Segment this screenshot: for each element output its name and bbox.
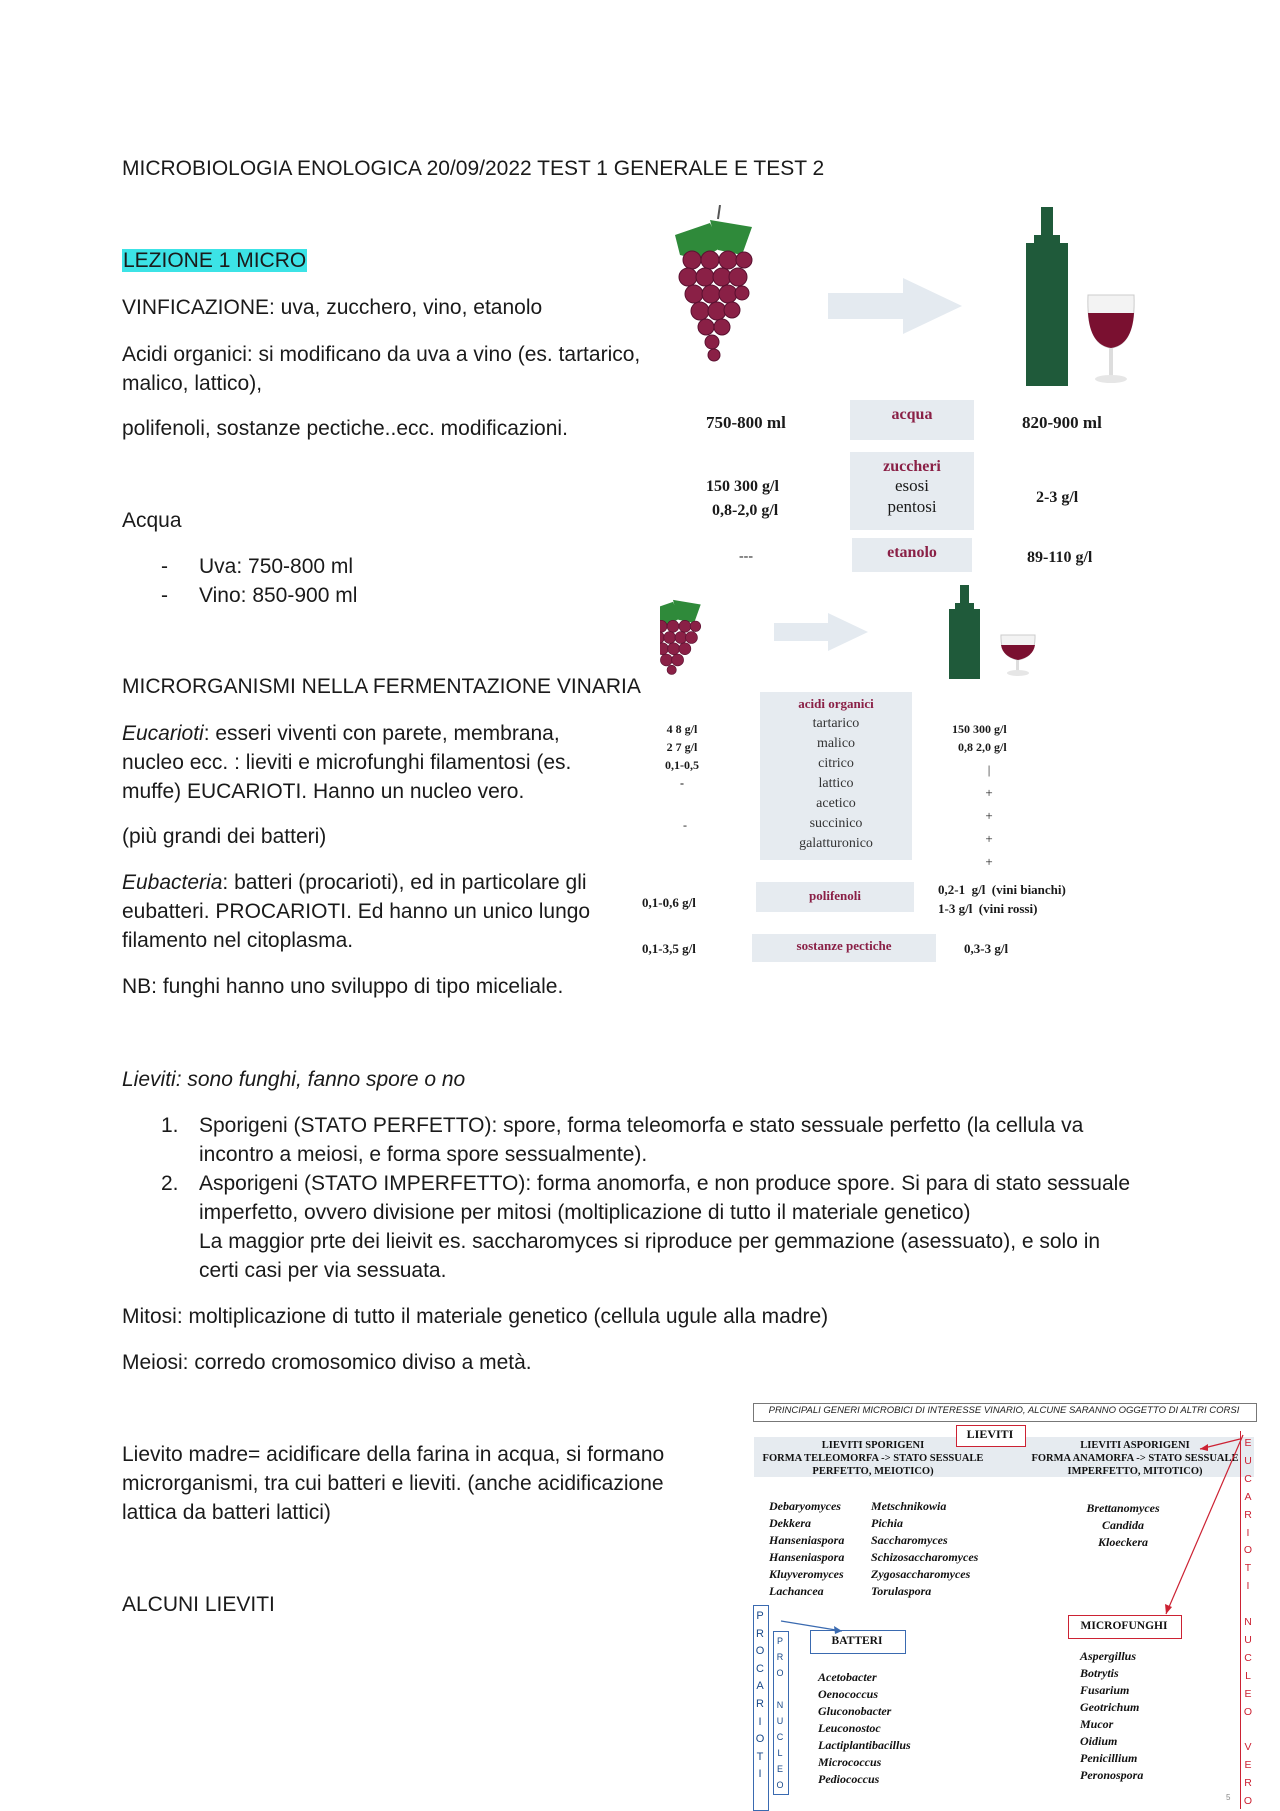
nb-line: NB: funghi hanno uno sviluppo di tipo miceliale. [122, 975, 564, 998]
acid-grape-value: 4 8 g/l [666, 722, 698, 736]
genus: Gluconobacter [818, 1704, 892, 1718]
acid-grape-value: 2 7 g/l [666, 740, 698, 754]
genus: Kluyveromyces [769, 1567, 844, 1581]
list-number-1: 1. [161, 1114, 179, 1137]
sporigeni-form: FORMA TELEOMORFA -> STATO SESSUALE [762, 1453, 984, 1464]
letter: R [1244, 1508, 1252, 1521]
genus: Hanseniaspora [769, 1533, 845, 1547]
acid-name: malico [816, 736, 856, 751]
document-title: MICROBIOLOGIA ENOLOGICA 20/09/2022 TEST 1 GENERALE E TEST 2 [122, 157, 825, 180]
asporigeni-form: FORMA ANAMORFA -> STATO SESSUALE [1031, 1453, 1239, 1464]
acid-wine-mark: + [985, 808, 993, 823]
letter: C [1244, 1651, 1252, 1664]
genus: Fusarium [1080, 1683, 1130, 1697]
letter: C [756, 1662, 764, 1675]
letter: N [776, 1700, 784, 1710]
mitosis-line: Mitosi: moltiplicazione di tutto il materiale genetico (cellula ugule alla madre) [122, 1305, 829, 1328]
letter: I [758, 1715, 762, 1728]
eubacteria-line-2: eubatteri. PROCARIOTI. Ed hanno un unico lungo [122, 900, 591, 923]
eubacteria-line-1 [122, 868, 587, 897]
genus: Penicillium [1080, 1751, 1138, 1765]
letter: E [1244, 1437, 1252, 1449]
grape-wine-illustration [660, 205, 1140, 685]
letter: C [1244, 1472, 1252, 1485]
figure-connectors [748, 1403, 1258, 1811]
asporigeni-title: LIEVITI ASPORIGENI [1080, 1440, 1190, 1451]
acid-wine-mark: | [987, 762, 991, 777]
list-item-2-line-1: Asporigeni (STATO IMPERFETTO): forma anomorfa, e non produce spore. Si para di stato sessuale [199, 1172, 1131, 1195]
arrow-small-icon [774, 613, 868, 651]
genus: Lachancea [769, 1584, 824, 1598]
genus: Micrococcus [818, 1755, 882, 1769]
wine-glass-small-icon [1001, 635, 1035, 676]
acid-grape-value: - [680, 776, 684, 790]
acid-wine-mark: + [985, 854, 993, 869]
genus: Zygosaccharomyces [871, 1567, 971, 1581]
connector-line [1166, 1435, 1243, 1614]
ethanol-label: etanolo [887, 544, 937, 561]
sugars-grape-value-1: 150 300 g/l [706, 478, 779, 495]
wine-bottle-small-icon [949, 585, 980, 679]
polyphenols-red-wine: 1-3 g/l (vini rossi) [938, 901, 1038, 916]
grape-bunch-icon [675, 205, 752, 361]
acid-grape-value: - [683, 818, 687, 832]
letter: P [756, 1610, 764, 1622]
polyphenols-line: polifenoli, sostanze pectiche..ecc. modificazioni. [122, 417, 568, 440]
genus: Acetobacter [818, 1670, 877, 1684]
letter: I [1246, 1526, 1250, 1539]
genus: Debaryomyces [769, 1499, 841, 1513]
some-yeasts-heading: ALCUNI LIEVITI [122, 1593, 275, 1616]
microfunghi-label: MICROFUNGHI [1080, 1620, 1168, 1632]
figure-page-number: 5 [1226, 1793, 1231, 1802]
acids-line-2: malico, lattico), [122, 372, 263, 395]
letter: L [777, 1748, 783, 1758]
eukaryotes-term: Eucarioti [122, 722, 204, 745]
eukaryotes-text: : esseri viventi con parete, membrana, [203, 722, 560, 745]
genus: Pediococcus [818, 1772, 880, 1786]
sugars-label: zuccheri [883, 458, 941, 475]
letter: T [1244, 1562, 1252, 1575]
letter: A [1244, 1490, 1252, 1503]
letter: O [1243, 1795, 1253, 1808]
acid-name: acetico [816, 796, 856, 811]
genus: Peronospora [1080, 1768, 1144, 1782]
acid-wine-mark: + [985, 785, 993, 800]
genus: Oenococcus [818, 1687, 878, 1701]
letter: T [756, 1750, 764, 1763]
letter: C [776, 1732, 784, 1742]
ethanol-grape-value: --- [739, 549, 753, 564]
bullet-dash: - [161, 584, 168, 607]
sugars-grape-value-2: 0,8-2,0 g/l [712, 502, 779, 519]
water-item-grape: Uva: 750-800 ml [199, 555, 354, 578]
genus: Leuconostoc [818, 1721, 881, 1735]
eukaryotes-line-3: muffe) EUCARIOTI. Hanno un nucleo vero. [122, 780, 525, 803]
list-item-2-line-3: La maggior prte dei lieivit es. saccharomyces si riproduce per gemmazione (asessuato), e solo in [199, 1230, 1101, 1253]
letter: E [1244, 1687, 1252, 1700]
acids-grape-values [656, 720, 708, 792]
connector-line [781, 1621, 842, 1631]
pectins-wine-value: 0,3-3 g/l [964, 941, 1009, 956]
acids-label: acidi organici [798, 696, 874, 711]
batteri-label: BATTERI [831, 1635, 883, 1647]
sporigeni-state: PERFETTO, MEIOTICO) [812, 1466, 934, 1477]
ethanol-wine-value: 89-110 g/l [1027, 549, 1093, 566]
bigger-than-bacteria: (più grandi dei batteri) [122, 825, 327, 848]
letter: P [776, 1636, 783, 1646]
eubacteria-line-3: filamento nel citoplasma. [122, 929, 354, 952]
sourdough-line-2: microrganismi, tra cui batteri e lieviti. (anche acidificazione [122, 1472, 664, 1495]
genus: Metschnikowia [871, 1499, 947, 1513]
sourdough-line-3: lattica da batteri lattici) [122, 1501, 331, 1524]
letter: R [756, 1697, 764, 1710]
water-heading: Acqua [122, 509, 182, 532]
water-wine-value: 820-900 ml [1022, 413, 1102, 432]
yeasts-heading: Lieviti: sono funghi, fanno spore o no [122, 1068, 466, 1091]
eukaryotes-line-2: nucleo ecc. : lieviti e microfunghi filamentosi (es. [122, 751, 572, 774]
letter: O [776, 1668, 784, 1678]
letter: R [1244, 1777, 1252, 1790]
wine-glass-icon [1088, 295, 1134, 383]
acid-name: tartarico [812, 716, 860, 731]
water-item-wine: Vino: 850-900 ml [199, 584, 358, 607]
letter: E [776, 1764, 783, 1774]
list-item-2-line-2: imperfetto, ovvero divisione per mitosi (moltiplicazione di tutto il materiale genetico) [199, 1201, 971, 1224]
letter: O [755, 1645, 765, 1658]
letter: O [1243, 1705, 1253, 1718]
acid-name: galatturonico [799, 836, 873, 851]
letter: U [1244, 1454, 1252, 1467]
acid-wine-value: 0,8 2,0 g/l [958, 740, 1007, 754]
bullet-dash: - [161, 555, 168, 578]
letter: R [756, 1627, 764, 1640]
genus: Hanseniaspora [769, 1550, 845, 1564]
arrow-head-icon [1165, 1604, 1172, 1614]
letter: V [1244, 1741, 1252, 1754]
sugars-hexoses: esosi [895, 476, 929, 495]
genus: Botrytis [1080, 1666, 1119, 1680]
meiosis-line: Meiosi: corredo cromosomico diviso a metà. [122, 1351, 532, 1374]
eukaryotes-line-1 [122, 719, 560, 748]
letter: E [1244, 1759, 1252, 1772]
sugars-pentoses: pentosi [887, 497, 937, 516]
acids-line-1: Acidi organici: si modificano da uva a vino (es. tartarico, [122, 343, 641, 366]
eubacteria-text: : batteri (procarioti), ed in particolare gli [222, 871, 587, 894]
genus: Geotrichum [1080, 1700, 1140, 1714]
genus: Kloeckera [1098, 1535, 1148, 1549]
arrow-head-icon [1200, 1444, 1208, 1451]
letter: I [1246, 1580, 1250, 1593]
grape-bunch-small-icon [660, 600, 701, 675]
lesson-highlight: LEZIONE 1 MICRO [123, 249, 307, 272]
letter: N [1244, 1616, 1252, 1629]
list-item-1-line-1: Sporigeni (STATO PERFETTO): spore, forma teleomorfa e stato sessuale perfetto (la cellula va [199, 1114, 1084, 1137]
genus: Oidium [1080, 1734, 1118, 1748]
microorganisms-heading: MICRORGANISMI NELLA FERMENTAZIONE VINARIA [122, 675, 641, 698]
letter: O [776, 1780, 784, 1790]
letter: U [1244, 1633, 1252, 1646]
wine-bottle-icon [1026, 207, 1068, 386]
lieviti-label: LIEVITI [966, 1427, 1014, 1441]
list-item-1-line-2: incontro a meiosi, e forma spore sessualmente). [199, 1143, 648, 1166]
acid-grape-value: 0,1-0,5 [665, 758, 699, 772]
arrow-icon [828, 278, 962, 334]
genus: Schizosaccharomyces [871, 1550, 979, 1564]
polyphenols-label: polifenoli [808, 888, 861, 903]
eubacteria-term: Eubacteria [122, 871, 223, 894]
acids-wine-marks [982, 758, 996, 873]
sporigeni-title: LIEVITI SPORIGENI [821, 1440, 925, 1451]
acid-name: succinico [809, 816, 863, 831]
acid-name: citrico [818, 756, 854, 771]
acid-wine-mark: + [985, 831, 993, 846]
letter: O [1243, 1544, 1253, 1557]
pectins-label: sostanze pectiche [796, 938, 892, 953]
genus: Candida [1101, 1518, 1144, 1532]
genus: Dekkera [769, 1516, 811, 1530]
acid-name: lattico [818, 776, 854, 791]
list-item-2-line-4: certi casi per via sessuata. [199, 1259, 447, 1282]
letter: R [776, 1652, 784, 1662]
sugars-wine-value: 2-3 g/l [1036, 489, 1079, 506]
acid-wine-value: 150 300 g/l [952, 722, 1007, 736]
water-label: acqua [891, 406, 933, 423]
acids-list [762, 714, 910, 854]
vinification-line: VINFICAZIONE: uva, zucchero, vino, etanolo [122, 296, 543, 319]
asporigeni-state: IMPERFETTO, MITOTICO) [1067, 1466, 1203, 1477]
genus: Torulaspora [871, 1584, 932, 1598]
sourdough-line-1: Lievito madre= acidificare della farina in acqua, si formano [122, 1443, 665, 1466]
genus: Lactiplantibacillus [818, 1738, 911, 1752]
genus: Aspergillus [1080, 1649, 1137, 1663]
letter: L [1245, 1669, 1251, 1682]
genus: Saccharomyces [871, 1533, 948, 1547]
microbial-genera-figure [748, 1403, 1258, 1811]
lesson-label [122, 246, 307, 275]
polyphenols-white-wine: 0,2-1 g/l (vini bianchi) [938, 882, 1066, 897]
letter: A [756, 1680, 764, 1693]
figure-caption: PRINCIPALI GENERI MICROBICI DI INTERESSE VINARIO, ALCUNE SARANNO OGGETTO DI ALTRI CORSI [768, 1405, 1240, 1416]
letter: I [758, 1768, 762, 1781]
acids-wine-values [952, 720, 1007, 756]
list-number-2: 2. [161, 1172, 179, 1195]
letter: U [776, 1716, 784, 1726]
polyphenols-grape-value: 0,1-0,6 g/l [642, 895, 696, 910]
letter: O [755, 1733, 765, 1746]
arrow-head-icon [834, 1626, 842, 1634]
water-grape-value: 750-800 ml [706, 413, 786, 432]
pectins-grape-value: 0,1-3,5 g/l [642, 941, 696, 956]
genus: Pichia [871, 1516, 903, 1530]
genus: Mucor [1080, 1717, 1114, 1731]
genus: Brettanomyces [1086, 1501, 1160, 1515]
